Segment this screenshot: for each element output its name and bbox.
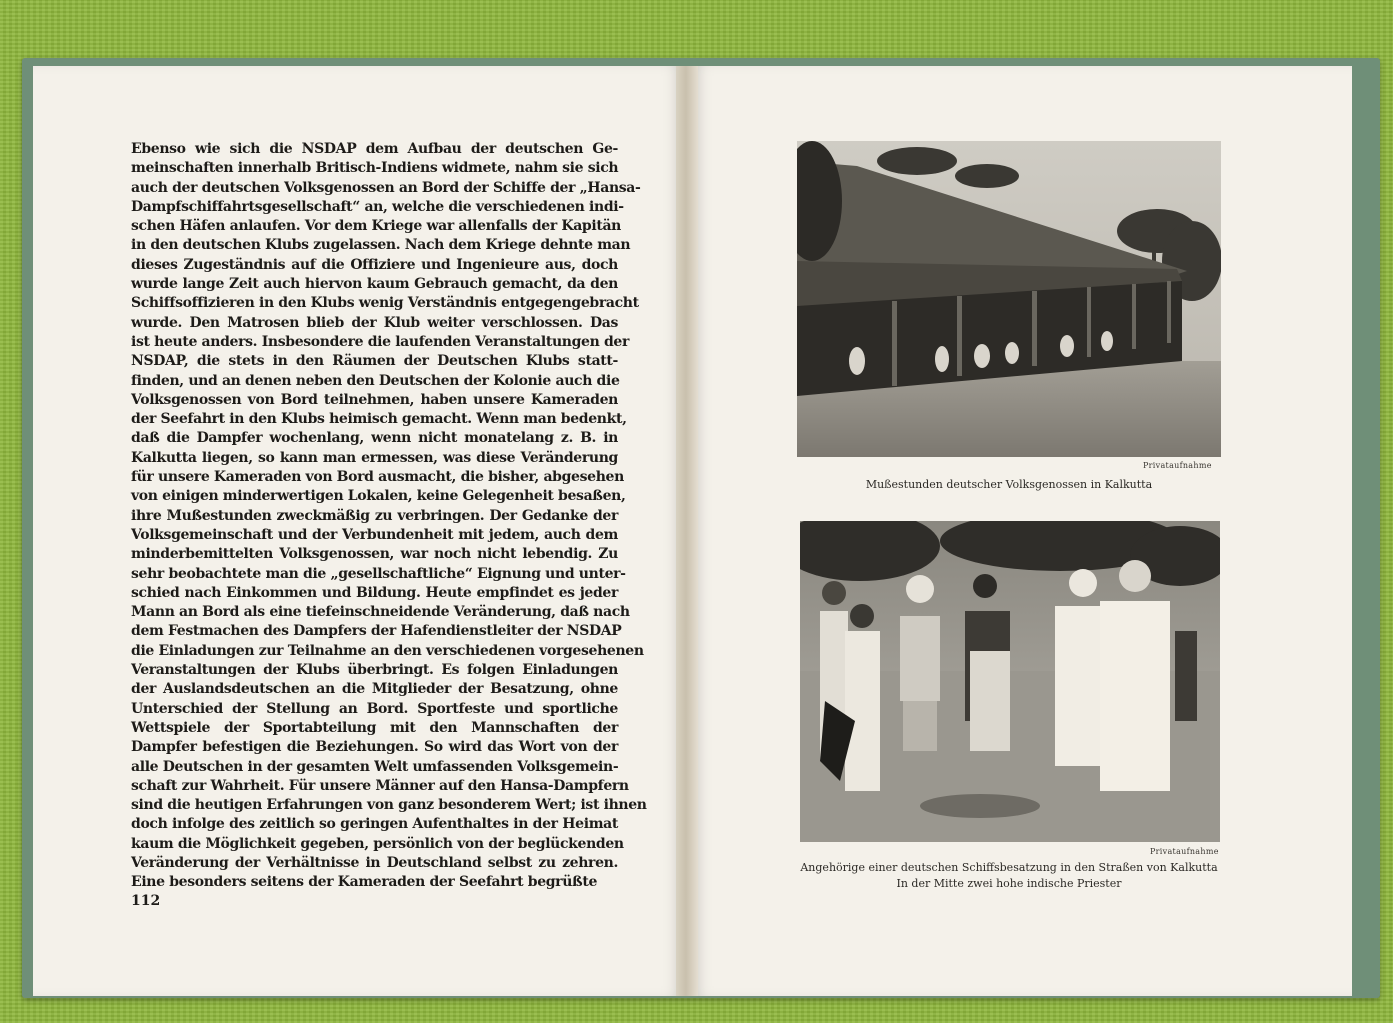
text-line: meinschaften innerhalb Britisch-Indiens widmete, nahm sie sich	[131, 160, 619, 177]
text-line: Schiffsoffizieren in den Klubs wenig Verständnis entgegengebracht	[131, 295, 639, 312]
text-line: schaft zur Wahrheit. Für unsere Männer auf den Hansa-Dampfern	[131, 777, 629, 794]
text-line: dem Festmachen des Dampfers der Hafendienstleiter der NSDAP	[131, 623, 622, 640]
page-number: 112	[131, 893, 161, 909]
book-gutter	[676, 66, 698, 996]
text-line: von einigen minderwertigen Lokalen, keine Gelegenheit besaßen,	[131, 488, 626, 505]
text-line: Wettspiele der Sportabteilung mit den Mannschaften der	[131, 719, 618, 736]
text-line: Mann an Bord als eine tiefeinschneidende Veränderung, daß nach	[131, 604, 630, 621]
text-line: der Auslandsdeutschen an die Mitglieder der Besatzung, ohne	[131, 681, 618, 698]
text-line: NSDAP, die stets in den Räumen der Deutschen Klubs statt-	[131, 353, 618, 370]
text-line: schied nach Einkommen und Bildung. Heute empfindet es jeder	[131, 584, 618, 601]
photo-credit: Privataufnahme	[1143, 461, 1212, 470]
photo-caption-line-1: Angehörige einer deutschen Schiffsbesatzung in den Straßen von Kalkutta	[800, 861, 1218, 874]
photo-street-scene	[800, 521, 1220, 842]
text-line: sind die heutigen Erfahrungen von ganz besonderem Wert; ist ihnen	[131, 797, 647, 814]
text-line: Volksgemeinschaft und der Verbundenheit mit jedem, auch dem	[131, 526, 618, 543]
photo-caption: Mußestunden deutscher Volksgenossen in Kalkutta	[865, 478, 1153, 491]
text-line: Veranstaltungen der Klubs überbringt. Es folgen Einladungen	[131, 662, 618, 679]
left-page-body-text	[131, 140, 647, 893]
text-line: in den deutschen Klubs zugelassen. Nach dem Kriege dehnte man	[131, 237, 631, 254]
text-line: Volksgenossen von Bord teilnehmen, haben unsere Kameraden	[131, 391, 618, 408]
text-line: Eine besonders seitens der Kameraden der Seefahrt begrüßte	[131, 874, 598, 891]
photo-thatched-shelter	[797, 141, 1221, 457]
text-line: dieses Zugeständnis auf die Offiziere und Ingenieure aus, doch	[131, 256, 618, 273]
text-line: minderbemittelten Volksgenossen, war noch nicht lebendig. Zu	[131, 546, 618, 563]
text-line: kaum die Möglichkeit gegeben, persönlich von der beglückenden	[131, 835, 624, 852]
text-line: ihre Mußestunden zweckmäßig zu verbringen. Der Gedanke der	[131, 507, 618, 524]
text-line: Dampfer befestigen die Beziehungen. So wird das Wort von der	[131, 739, 618, 756]
photo-credit: Privataufnahme	[1150, 847, 1219, 856]
text-line: daß die Dampfer wochenlang, wenn nicht monatelang z. B. in	[131, 430, 618, 447]
text-line: schen Häfen anlaufen. Vor dem Kriege war allenfalls der Kapitän	[131, 218, 622, 235]
text-line: wurde. Den Matrosen blieb der Klub weiter verschlossen. Das	[131, 314, 618, 331]
text-line: auch der deutschen Volksgenossen an Bord der Schiffe der „Hansa-	[131, 179, 641, 196]
text-line: Ebenso wie sich die NSDAP dem Aufbau der deutschen Ge-	[131, 141, 618, 157]
text-line: Dampfschiffahrtsgesellschaft“ an, welche die verschiedenen indi-	[131, 198, 624, 215]
text-line: sehr beobachtete man die „gesellschaftliche“ Eignung und unter-	[131, 565, 626, 582]
text-line: alle Deutschen in der gesamten Welt umfassenden Volksgemein-	[131, 758, 619, 775]
text-line: für unsere Kameraden von Bord ausmacht, die bisher, abgesehen	[131, 469, 624, 486]
text-line: Kalkutta liegen, so kann man ermessen, was diese Veränderung	[131, 449, 618, 466]
text-line: der Seefahrt in den Klubs heimisch gemacht. Wenn man bedenkt,	[131, 411, 627, 428]
photo-caption-line-2: In der Mitte zwei hohe indische Priester	[896, 877, 1122, 890]
text-line: doch infolge des zeitlich so geringen Aufenthaltes in der Heimat	[131, 816, 618, 833]
text-line: Unterschied der Stellung an Bord. Sportfeste und sportliche	[131, 700, 618, 717]
text-line: ist heute anders. Insbesondere die laufenden Veranstaltungen der	[131, 333, 629, 350]
text-line: Veränderung der Verhältnisse in Deutschland selbst zu zehren.	[131, 854, 618, 871]
text-line: die Einladungen zur Teilnahme an den verschiedenen vorgesehenen	[131, 642, 644, 659]
photo-caption	[789, 860, 1229, 892]
text-line: wurde lange Zeit auch hiervon kaum Gebrauch gemacht, da den	[131, 276, 618, 293]
text-line: finden, und an denen neben den Deutschen der Kolonie auch die	[131, 372, 620, 389]
